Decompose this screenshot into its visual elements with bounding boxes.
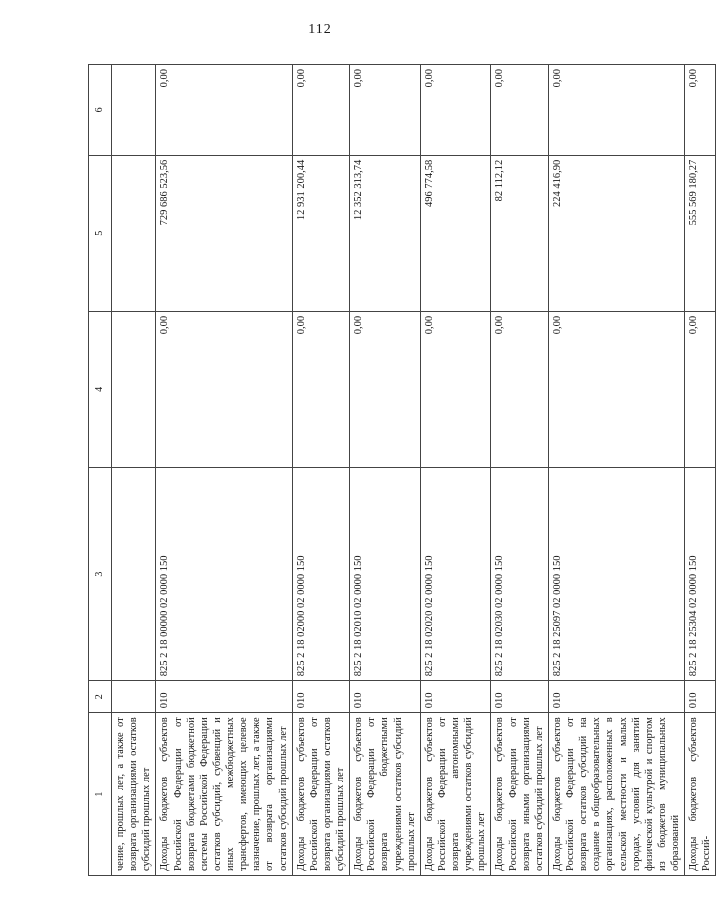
- table-row: [350, 65, 421, 876]
- row-col4-cell: 0,00: [420, 311, 491, 467]
- row-code-cell: 010: [420, 681, 491, 713]
- row-col6-cell: 0,00: [350, 65, 421, 156]
- row-kbk-cell: 825 2 18 00000 02 0000 150: [156, 467, 292, 680]
- row-col6-cell: [112, 65, 156, 156]
- row-name-cell: Доходы бюджетов субъектов Российской Федерации от возврата бюджетными учреждениями остатков субсидий прошлых лет: [350, 713, 421, 876]
- row-code-cell: [112, 681, 156, 713]
- row-col5-cell: [112, 155, 156, 311]
- row-kbk-cell: 825 2 18 02000 02 0000 150: [292, 467, 350, 680]
- row-col4-cell: 0,00: [156, 311, 292, 467]
- page-number: 112: [308, 22, 332, 37]
- row-col4-cell: [112, 311, 156, 467]
- header-cell: 2: [89, 681, 112, 713]
- header-cell: 4: [89, 311, 112, 467]
- row-code-cell: 010: [548, 681, 684, 713]
- row-code-cell: 010: [685, 681, 716, 713]
- row-kbk-cell: 825 2 18 02010 02 0000 150: [350, 467, 421, 680]
- row-name-cell: Доходы бюджетов субъектов Российской Федерации от возврата бюджетами бюджетной системы Российской Федерации остатков субсидий, субвенций и иных межбюджетных трансфертов, имеющих целевое назначение, прошлых лет, а также от возврата организациями остатков субсидий прошлых лет: [156, 713, 292, 876]
- row-col4-cell: 0,00: [685, 311, 716, 467]
- report-table: [88, 64, 716, 876]
- table-row: [491, 65, 549, 876]
- row-name-cell: Доходы бюджетов субъектов Российской Федерации от возврата остатков субсидий на создание в общеобразовательных организациях, расположенных в сельской местности и малых городах, условий для занятий физической культурой и спортом из бюджетов муниципальных образований: [548, 713, 684, 876]
- row-col5-cell: 82 112,12: [491, 155, 549, 311]
- row-kbk-cell: 825 2 18 02020 02 0000 150: [420, 467, 491, 680]
- row-col6-cell: 0,00: [292, 65, 350, 156]
- row-col4-cell: 0,00: [350, 311, 421, 467]
- table-header-row: [89, 65, 112, 876]
- row-name-cell: Доходы бюджетов субъектов Российской Федерации от возврата организациями остатков субсидий прошлых лет: [292, 713, 350, 876]
- row-col5-cell: 729 686 523,56: [156, 155, 292, 311]
- row-col5-cell: 555 569 180,27: [685, 155, 716, 311]
- table-row: [156, 65, 292, 876]
- row-name-cell: Доходы бюджетов субъектов Российской Федерации от возврата иными организациями остатков субсидий прошлых лет: [491, 713, 549, 876]
- header-cell: 1: [89, 713, 112, 876]
- row-col4-cell: 0,00: [292, 311, 350, 467]
- header-cell: 6: [89, 65, 112, 156]
- row-code-cell: 010: [292, 681, 350, 713]
- row-col5-cell: 12 931 200,44: [292, 155, 350, 311]
- header-cell: 3: [89, 467, 112, 680]
- row-col6-cell: 0,00: [491, 65, 549, 156]
- row-kbk-cell: 825 2 18 02030 02 0000 150: [491, 467, 549, 680]
- row-code-cell: 010: [156, 681, 292, 713]
- row-kbk-cell: [112, 467, 156, 680]
- table-row: [420, 65, 491, 876]
- table-row: [685, 65, 716, 876]
- row-code-cell: 010: [350, 681, 421, 713]
- header-cell: 5: [89, 155, 112, 311]
- row-col4-cell: 0,00: [491, 311, 549, 467]
- row-name-cell: Доходы бюджетов субъектов Россий-: [685, 713, 716, 876]
- table-row: [292, 65, 350, 876]
- row-col6-cell: 0,00: [156, 65, 292, 156]
- row-kbk-cell: 825 2 18 25097 02 0000 150: [548, 467, 684, 680]
- table-row: [112, 65, 156, 876]
- row-code-cell: 010: [491, 681, 549, 713]
- row-col6-cell: 0,00: [420, 65, 491, 156]
- row-col6-cell: 0,00: [548, 65, 684, 156]
- row-col5-cell: 224 416,90: [548, 155, 684, 311]
- row-col5-cell: 12 352 313,74: [350, 155, 421, 311]
- row-col4-cell: 0,00: [548, 311, 684, 467]
- row-col5-cell: 496 774,58: [420, 155, 491, 311]
- row-kbk-cell: 825 2 18 25304 02 0000 150: [685, 467, 716, 680]
- row-name-cell: Доходы бюджетов субъектов Российской Федерации от возврата автономными учреждениями остатков субсидий прошлых лет: [420, 713, 491, 876]
- row-col6-cell: 0,00: [685, 65, 716, 156]
- table-row: [548, 65, 684, 876]
- rotated-table-container: [88, 64, 713, 876]
- row-name-cell: чение, прошлых лет, а также от возврата организациями остатков субсидий прошлых лет: [112, 713, 156, 876]
